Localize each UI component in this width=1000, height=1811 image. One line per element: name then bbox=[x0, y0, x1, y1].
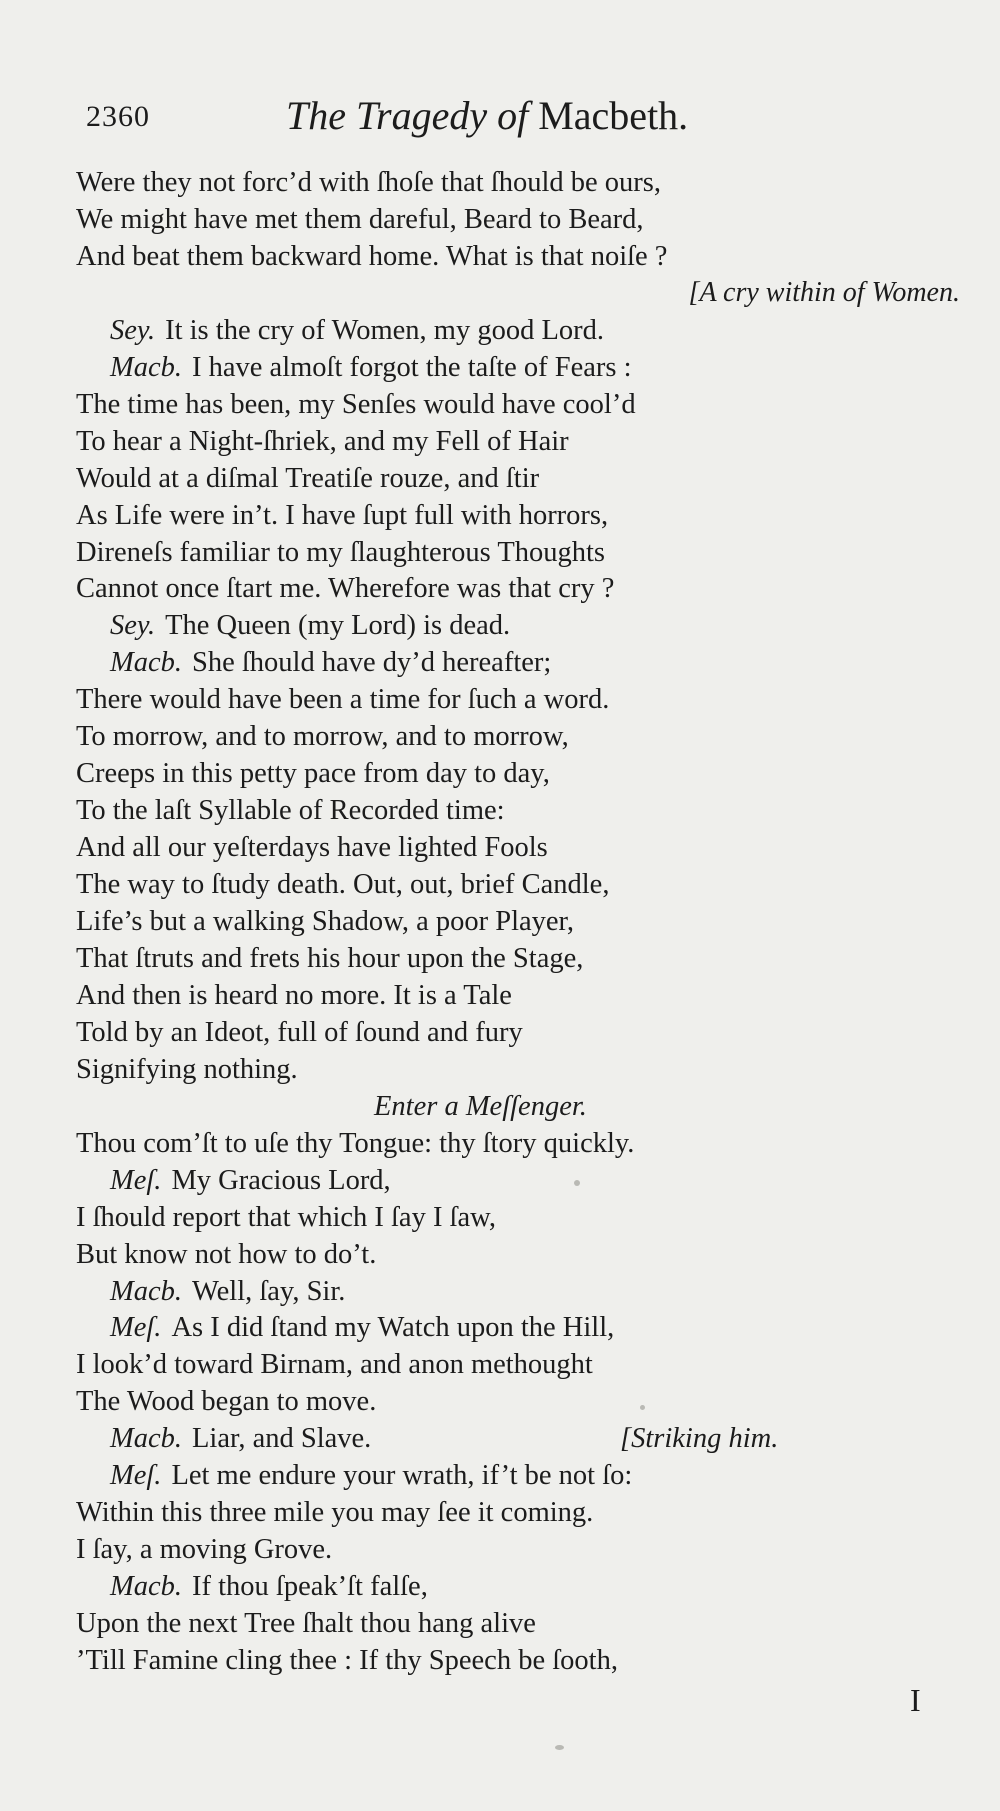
verse-text: She ſhould have dy’d hereafter; bbox=[192, 647, 552, 678]
verse-line: ’Till Famine cling thee : If thy Speech be ſooth, bbox=[76, 1645, 618, 1676]
verse-line: Would at a diſmal Treatiſe rouze, and ſtir bbox=[76, 463, 540, 494]
verse-line: I look’d toward Birnam, and anon methought bbox=[76, 1349, 593, 1380]
stage-direction: [Striking him. bbox=[620, 1423, 779, 1454]
verse-text: As I did ſtand my Watch upon the Hill, bbox=[171, 1312, 615, 1343]
verse-text: Well, ſay, Sir. bbox=[192, 1276, 346, 1307]
verse-line: To morrow, and to morrow, and to morrow, bbox=[76, 721, 569, 752]
speech-line bbox=[110, 314, 604, 348]
running-header bbox=[86, 92, 786, 152]
verse-line: Within this three mile you may ſee it coming. bbox=[76, 1497, 594, 1528]
verse-line: As Life were in’t. I have ſupt full with horrors, bbox=[76, 500, 609, 531]
speaker-name: Sey. bbox=[110, 610, 156, 641]
speech-line bbox=[110, 1570, 428, 1604]
speaker-name: Macb. bbox=[110, 647, 183, 678]
speaker-name: Sey. bbox=[110, 315, 156, 346]
paper-speck bbox=[640, 1405, 645, 1410]
verse-text: If thou ſpeak’ſt falſe, bbox=[192, 1571, 428, 1602]
verse-text: Liar, and Slave. bbox=[192, 1423, 372, 1454]
speaker-name: Meſ. bbox=[110, 1165, 162, 1196]
entrance-direction: Enter a Meſſenger. bbox=[374, 1091, 587, 1122]
speaker-name: Meſ. bbox=[110, 1312, 162, 1343]
verse-line: The time has been, my Senſes would have cool’d bbox=[76, 389, 636, 420]
verse-line: But know not how to do’t. bbox=[76, 1239, 377, 1270]
verse-line: I ſay, a moving Grove. bbox=[76, 1534, 333, 1565]
speaker-name: Macb. bbox=[110, 1571, 183, 1602]
stage-direction: [A cry within of Women. bbox=[688, 277, 960, 308]
verse-line: And then is heard no more. It is a Tale bbox=[76, 980, 512, 1011]
verse-text: I have almoſt forgot the taſte of Fears : bbox=[192, 352, 632, 383]
verse-line: Upon the next Tree ſhalt thou hang alive bbox=[76, 1608, 536, 1639]
verse-line: And beat them backward home. What is that noiſe ? bbox=[76, 241, 668, 272]
verse-text: It is the cry of Women, my good Lord. bbox=[165, 315, 604, 346]
page-number: 2360 bbox=[86, 100, 150, 133]
verse-line: Signifying nothing. bbox=[76, 1054, 298, 1085]
verse-line: Were they not forc’d with ſhoſe that ſhould be ours, bbox=[76, 167, 661, 198]
speaker-name: Macb. bbox=[110, 1423, 183, 1454]
verse-line: The Wood began to move. bbox=[76, 1386, 377, 1417]
speaker-name: Macb. bbox=[110, 1276, 183, 1307]
verse-line: The way to ſtudy death. Out, out, brief Candle, bbox=[76, 869, 610, 900]
verse-line: To the laſt Syllable of Recorded time: bbox=[76, 795, 505, 826]
verse-line: And all our yeſterdays have lighted Fools bbox=[76, 832, 548, 863]
paper-speck bbox=[555, 1745, 564, 1750]
verse-line: That ſtruts and frets his hour upon the Stage, bbox=[76, 943, 584, 974]
speech-line bbox=[110, 351, 632, 385]
speech-line bbox=[110, 609, 510, 643]
speech-line bbox=[110, 646, 551, 680]
paper-speck bbox=[574, 1180, 580, 1186]
verse-line: Told by an Ideot, full of ſound and fury bbox=[76, 1017, 523, 1048]
speech-line bbox=[110, 1459, 632, 1493]
verse-line: There would have been a time for ſuch a word. bbox=[76, 684, 610, 715]
verse-text: My Gracious Lord, bbox=[171, 1165, 391, 1196]
speech-line bbox=[110, 1311, 614, 1345]
verse-text: The Queen (my Lord) is dead. bbox=[165, 610, 511, 641]
verse-line: We might have met them dareful, Beard to Beard, bbox=[76, 204, 644, 235]
verse-line: Thou com’ſt to uſe thy Tongue: thy ſtory quickly. bbox=[76, 1128, 635, 1159]
verse-line: Direneſs familiar to my ſlaughterous Thoughts bbox=[76, 537, 606, 568]
verse-line: Life’s but a walking Shadow, a poor Player, bbox=[76, 906, 575, 937]
verse-line: I ſhould report that which I ſay I ſaw, bbox=[76, 1202, 496, 1233]
speech-line bbox=[110, 1422, 779, 1456]
speech-line bbox=[110, 1164, 391, 1198]
title-prefix: The Tragedy of bbox=[286, 93, 529, 138]
speaker-name: Macb. bbox=[110, 352, 183, 383]
speech-line bbox=[110, 1275, 345, 1309]
verse-line: Cannot once ſtart me. Wherefore was that cry ? bbox=[76, 573, 615, 604]
speaker-name: Meſ. bbox=[110, 1460, 162, 1491]
verse-text: Let me endure your wrath, if’t be not ſo: bbox=[171, 1460, 633, 1491]
running-title bbox=[286, 92, 688, 139]
catchword: I bbox=[910, 1682, 921, 1718]
verse-line: To hear a Night-ſhriek, and my Fell of Hair bbox=[76, 426, 569, 457]
title-name: Macbeth. bbox=[538, 93, 689, 138]
verse-line: Creeps in this petty pace from day to day, bbox=[76, 758, 550, 789]
